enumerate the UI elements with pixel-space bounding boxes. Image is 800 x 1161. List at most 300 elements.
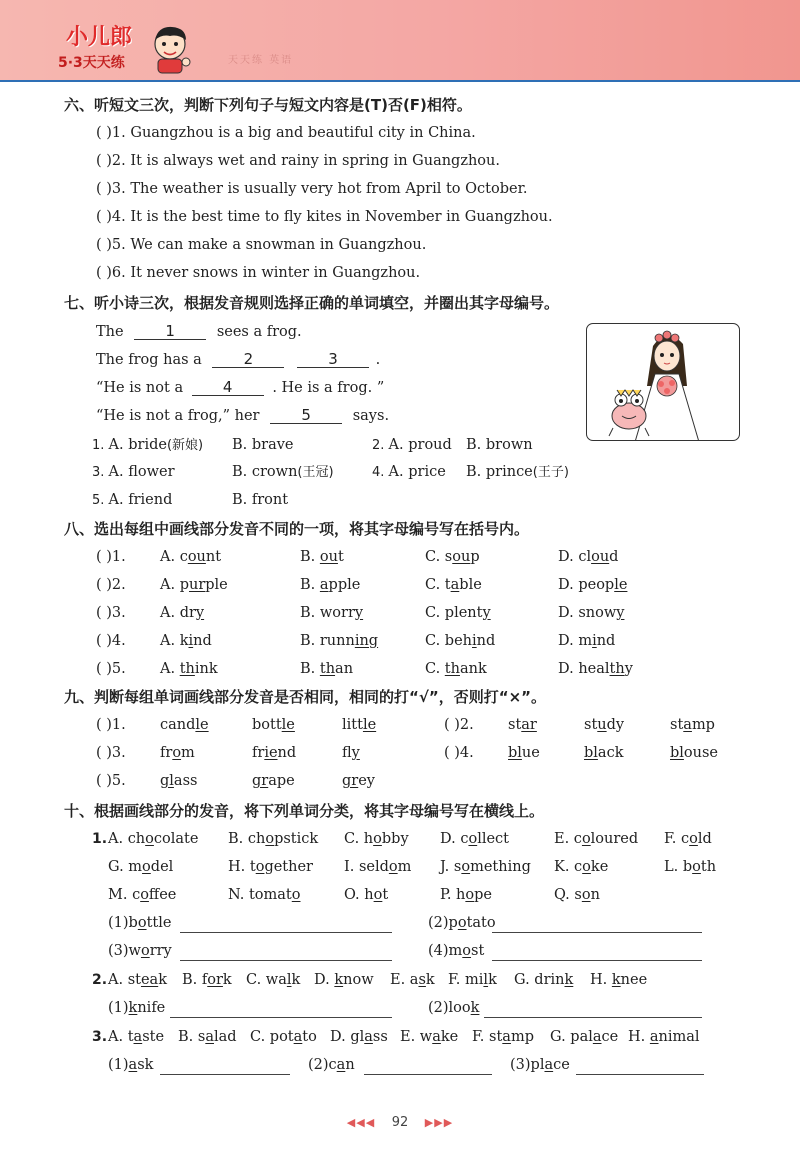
underlined-part: l xyxy=(286,972,292,988)
series-name: 5·3天天练 xyxy=(58,55,125,71)
underlined-part: th xyxy=(179,661,195,677)
word-part: C. pot xyxy=(250,1029,294,1045)
underlined-part: o xyxy=(137,915,147,931)
underlined-part: le xyxy=(614,577,628,593)
classify-word xyxy=(314,971,374,989)
classify-word xyxy=(550,1028,618,1046)
poem-text: “He is not a frog,” her xyxy=(96,408,260,424)
statement-item: ( )6. It never snows in winter in Guangzhou. xyxy=(96,265,421,281)
underlined-part: o xyxy=(373,887,383,903)
question-number: ( )4. xyxy=(444,745,474,761)
choice-a xyxy=(160,632,212,650)
word-part: fr xyxy=(160,745,173,761)
word-part: I. seld xyxy=(344,859,389,875)
word-part: (1)b xyxy=(108,915,138,931)
option-b-group xyxy=(466,436,533,454)
underlined-part: o xyxy=(265,831,275,847)
word-part: ce xyxy=(601,1029,619,1045)
underlined-part: a xyxy=(364,1029,373,1045)
question-number: ( )5. xyxy=(96,661,126,677)
classify-word xyxy=(108,1028,164,1046)
word-part: cand xyxy=(160,717,196,733)
word-part: nife xyxy=(137,1000,166,1016)
compare-word xyxy=(670,744,718,762)
word-part: nee xyxy=(620,972,648,988)
word-part: O. h xyxy=(344,887,374,903)
word-part: (2)c xyxy=(308,1057,337,1073)
brand-logo xyxy=(58,20,198,76)
classify-word xyxy=(664,830,712,848)
poem-blank-3[interactable]: 3 xyxy=(297,350,369,368)
underlined-part: gr xyxy=(342,773,359,789)
word-part: M. c xyxy=(108,887,141,903)
page-number: 92 xyxy=(391,1115,409,1130)
classify-word xyxy=(330,1028,388,1046)
choice-d xyxy=(558,576,627,594)
word-part: F. st xyxy=(472,1029,503,1045)
classify-word xyxy=(246,971,300,989)
word-part: A. t xyxy=(108,1029,134,1045)
underlined-part: le xyxy=(281,717,295,733)
classify-word xyxy=(590,971,647,989)
underlined-part: i xyxy=(592,633,597,649)
word-part: C. wa xyxy=(246,972,287,988)
word-part: t xyxy=(337,549,344,565)
underlined-part: o xyxy=(255,859,265,875)
word-part: ld xyxy=(697,831,712,847)
word-part: pe xyxy=(474,887,492,903)
underlined-part: o xyxy=(373,831,382,847)
underlined-part: o xyxy=(461,859,471,875)
statement-item: ( )4. It is the best time to fly kites in November in Guangzhou. xyxy=(96,209,553,225)
question-number: ( )2. xyxy=(444,717,474,733)
word-part: (4)m xyxy=(428,943,463,959)
choice-c xyxy=(425,604,491,622)
choice-a xyxy=(160,660,218,678)
word-part: E. a xyxy=(390,972,419,988)
poem-blank-2[interactable]: 2 xyxy=(212,350,284,368)
choice-d xyxy=(558,660,633,678)
word-part: dy xyxy=(606,717,625,733)
answer-line[interactable] xyxy=(180,932,392,933)
mascot-boy-icon xyxy=(146,22,194,74)
poem-text: The xyxy=(96,324,124,340)
category-label xyxy=(108,942,172,960)
compare-word xyxy=(670,716,715,734)
word-part: (2)p xyxy=(428,915,458,931)
word-part: (1) xyxy=(108,1000,129,1016)
word-part: p xyxy=(470,549,480,565)
compare-word xyxy=(252,772,295,790)
option-number: 5. xyxy=(92,493,109,508)
word-part: nd xyxy=(193,633,212,649)
underlined-part: o xyxy=(142,859,151,875)
choice-a xyxy=(160,604,204,622)
word-part: ey xyxy=(358,773,375,789)
compare-word xyxy=(160,744,195,762)
underlined-part: th xyxy=(609,661,625,677)
option-b-group xyxy=(232,463,334,482)
word-part: ttle xyxy=(146,915,172,931)
compare-word xyxy=(252,744,296,762)
choice-d xyxy=(558,548,618,566)
underlined-part: o xyxy=(465,887,475,903)
section-6-title: 六、听短文三次，判断下列句子与短文内容是(T)否(F)相符。 xyxy=(64,96,472,114)
word-part: A. p xyxy=(160,577,189,593)
word-part: A. dr xyxy=(160,605,196,621)
word-part: C. s xyxy=(425,549,453,565)
underlined-part: k xyxy=(564,972,574,988)
underlined-part: o xyxy=(145,831,154,847)
underlined-part: l xyxy=(483,972,489,988)
underlined-part: a xyxy=(432,1029,441,1045)
underlined-part: th xyxy=(319,661,336,677)
word-part: H. t xyxy=(228,859,256,875)
question-number: ( )1. xyxy=(96,549,126,565)
choice-d xyxy=(558,604,624,622)
underlined-part: y xyxy=(482,605,491,621)
option-b-group xyxy=(232,436,294,454)
classify-word xyxy=(344,886,388,904)
compare-word xyxy=(508,744,540,762)
classify-word xyxy=(440,858,531,876)
word-part: bby xyxy=(381,831,409,847)
compare-word xyxy=(584,716,624,734)
word-part: st xyxy=(670,717,684,733)
option-group xyxy=(92,463,175,482)
word-part: pple xyxy=(328,577,361,593)
underlined-part: o xyxy=(468,831,478,847)
answer-line[interactable] xyxy=(576,1074,704,1075)
word-part: E. c xyxy=(554,831,582,847)
header-banner xyxy=(0,0,800,80)
page-footer xyxy=(0,1115,800,1130)
option-b: B. front xyxy=(232,492,289,508)
classify-word xyxy=(108,886,176,904)
category-label xyxy=(428,999,479,1017)
underlined-part: ing xyxy=(354,633,379,649)
word-part: tato xyxy=(466,915,496,931)
option-b-note: (王冠) xyxy=(297,465,334,480)
choice-c xyxy=(425,548,480,566)
poem-blank-5[interactable]: 5 xyxy=(270,406,342,424)
underlined-part: a xyxy=(205,1029,214,1045)
word-part: C. beh xyxy=(425,633,472,649)
poem-text: sees a frog. xyxy=(216,324,302,340)
underlined-part: a xyxy=(544,1057,554,1073)
header-divider xyxy=(0,80,800,82)
word-part: sk xyxy=(137,1057,154,1073)
underlined-part: a xyxy=(293,1029,303,1045)
answer-line[interactable] xyxy=(160,1074,290,1075)
answer-line[interactable] xyxy=(364,1074,492,1075)
poem-text: “He is not a xyxy=(96,380,184,396)
choice-c xyxy=(425,660,487,678)
classify-word xyxy=(390,971,435,989)
section-9-title: 九、判断每组单词画线部分发音是否相同，相同的打“√”，否则打“×”。 xyxy=(64,688,547,706)
word-part: ble xyxy=(459,577,482,593)
word-part: to xyxy=(302,1029,317,1045)
header-watermark: 天天练 英语 xyxy=(228,55,294,66)
princess-frog-icon xyxy=(587,324,740,441)
word-part: (3)pl xyxy=(510,1057,545,1073)
option-number: 1. xyxy=(92,438,109,453)
underlined-part: or xyxy=(207,972,223,988)
word-part: D. c xyxy=(440,831,469,847)
word-part: P. h xyxy=(440,887,466,903)
word-part: D. m xyxy=(558,633,593,649)
word-part: mp xyxy=(691,717,715,733)
underlined-part: ou xyxy=(319,549,338,565)
underlined-part: y xyxy=(195,605,205,621)
option-group xyxy=(372,436,452,455)
underlined-part: a xyxy=(683,717,692,733)
word-part: E. w xyxy=(400,1029,433,1045)
option-b-group xyxy=(466,463,569,482)
choice-b xyxy=(300,548,344,566)
word-part: D. heal xyxy=(558,661,610,677)
option-number: 4. xyxy=(372,465,389,480)
word-part: m xyxy=(397,859,412,875)
option-a: A. friend xyxy=(108,492,173,508)
underlined-part: gr xyxy=(252,773,269,789)
word-part: H. xyxy=(628,1029,650,1045)
option-number: 2. xyxy=(372,438,389,453)
option-group xyxy=(372,463,446,482)
category-label xyxy=(108,1056,153,1074)
compare-word xyxy=(342,772,375,790)
underlined-part: ea xyxy=(140,972,159,988)
choice-b xyxy=(300,604,363,622)
word-part: ank xyxy=(459,661,487,677)
question-number: ( )3. xyxy=(96,605,126,621)
word-part: L. b xyxy=(664,859,693,875)
option-group xyxy=(92,436,203,455)
question-number: ( )5. xyxy=(96,773,126,789)
underlined-part: a xyxy=(133,1029,143,1045)
classify-word xyxy=(472,1028,534,1046)
classify-word xyxy=(228,886,301,904)
underlined-part: o xyxy=(457,915,467,931)
underlined-part: o xyxy=(689,831,698,847)
answer-line[interactable] xyxy=(170,1017,392,1018)
classify-word xyxy=(400,1028,458,1046)
classify-word xyxy=(228,858,313,876)
underlined-part: k xyxy=(470,1000,480,1016)
group-number: 1. xyxy=(92,831,108,847)
word-part: J. s xyxy=(440,859,462,875)
word-part: nd xyxy=(596,633,616,649)
word-part: colate xyxy=(153,831,199,847)
underlined-part: a xyxy=(450,577,460,593)
group-number: 3. xyxy=(92,1029,108,1045)
choice-d xyxy=(558,632,615,650)
underlined-part: y xyxy=(354,605,364,621)
choice-c xyxy=(425,576,482,594)
answer-line[interactable] xyxy=(492,960,702,961)
word-part: ke xyxy=(590,859,609,875)
word-part: G. pal xyxy=(550,1029,593,1045)
poem-text: . xyxy=(375,352,381,368)
word-part: gether xyxy=(264,859,313,875)
word-part: C. plent xyxy=(425,605,483,621)
option-a-note: (新娘) xyxy=(166,438,204,453)
word-part: D. snow xyxy=(558,605,617,621)
classify-word xyxy=(108,830,198,848)
underlined-part: k xyxy=(611,972,621,988)
underlined-part: i xyxy=(472,633,477,649)
option-number: 3. xyxy=(92,465,109,480)
classify-word xyxy=(554,830,638,848)
word-part: Q. s xyxy=(554,887,582,903)
underlined-part: ar xyxy=(521,717,537,733)
word-part: ue xyxy=(521,745,540,761)
underlined-part: o xyxy=(140,943,150,959)
word-part: pstick xyxy=(274,831,319,847)
classify-word xyxy=(108,971,167,989)
word-part: mething xyxy=(470,859,531,875)
category-label xyxy=(510,1056,570,1074)
word-part: mp xyxy=(510,1029,534,1045)
word-part: n xyxy=(590,887,600,903)
word-part: N. tomat xyxy=(228,887,292,903)
underlined-part: o xyxy=(388,859,398,875)
word-part: an xyxy=(335,661,354,677)
compare-word xyxy=(342,716,376,734)
word-part: H. xyxy=(590,972,612,988)
poem-text: The frog has a xyxy=(96,352,202,368)
word-part: st xyxy=(584,717,598,733)
underlined-part: s xyxy=(418,972,426,988)
poem-line-2 xyxy=(96,350,380,369)
word-part: loured xyxy=(590,831,639,847)
underlined-part: le xyxy=(362,717,377,733)
compare-word xyxy=(252,716,295,734)
choice-b xyxy=(300,576,360,594)
word-part: ce xyxy=(553,1057,570,1073)
word-part: B. f xyxy=(182,972,208,988)
word-part: nd xyxy=(277,745,297,761)
classify-word xyxy=(664,858,716,876)
princess-frog-illustration xyxy=(586,323,740,441)
classify-word xyxy=(440,830,509,848)
compare-word xyxy=(160,772,197,790)
underlined-part: th xyxy=(444,661,460,677)
word-part: B. xyxy=(300,549,320,565)
underlined-part: a xyxy=(502,1029,511,1045)
word-part: th xyxy=(700,859,717,875)
question-number: ( )2. xyxy=(96,577,126,593)
word-part: (2)loo xyxy=(428,1000,471,1016)
underlined-part: a xyxy=(128,1057,138,1073)
answer-line[interactable] xyxy=(484,1017,702,1018)
word-part: F. c xyxy=(664,831,690,847)
underlined-part: a xyxy=(592,1029,602,1045)
word-part: st xyxy=(508,717,522,733)
classify-word xyxy=(554,858,608,876)
underlined-part: le xyxy=(195,717,209,733)
poem-text: says. xyxy=(352,408,390,424)
word-part: bott xyxy=(252,717,282,733)
poem-blank-1[interactable]: 1 xyxy=(134,322,206,340)
compare-word xyxy=(342,744,360,762)
word-part: t xyxy=(382,887,389,903)
underlined-part: bl xyxy=(584,745,598,761)
underlined-part: y xyxy=(616,605,625,621)
classify-word xyxy=(182,971,232,989)
answer-line[interactable] xyxy=(492,932,702,933)
underlined-part: y xyxy=(351,745,360,761)
word-part: ape xyxy=(268,773,295,789)
word-part: now xyxy=(343,972,374,988)
category-label xyxy=(428,914,496,932)
underlined-part: a xyxy=(336,1057,346,1073)
word-part: k xyxy=(425,972,435,988)
classify-word xyxy=(178,1028,237,1046)
statement-item: ( )5. We can make a snowman in Guangzhou. xyxy=(96,237,427,253)
underlined-part: u xyxy=(597,717,607,733)
option-b: B. crown xyxy=(232,464,298,480)
underlined-part: o xyxy=(581,887,591,903)
choice-b xyxy=(300,632,378,650)
underlined-part: gl xyxy=(160,773,174,789)
word-part: A. ch xyxy=(108,831,146,847)
word-part: lad xyxy=(213,1029,237,1045)
word-part: K. c xyxy=(554,859,583,875)
word-part: m xyxy=(181,745,195,761)
classify-word xyxy=(514,971,573,989)
underlined-part: ou xyxy=(452,549,471,565)
choice-c xyxy=(425,632,495,650)
classify-word xyxy=(440,886,492,904)
underlined-part: o xyxy=(291,887,301,903)
option-b: B. brave xyxy=(232,437,294,453)
word-part: ple xyxy=(205,577,228,593)
word-part: F. mi xyxy=(448,972,484,988)
statement-item: ( )3. The weather is usually very hot from April to October. xyxy=(96,181,528,197)
word-part: B. runn xyxy=(300,633,355,649)
word-part: C. xyxy=(425,661,445,677)
underlined-part: i xyxy=(188,633,194,649)
word-part: B. worr xyxy=(300,605,355,621)
word-part: y xyxy=(624,661,633,677)
answer-line[interactable] xyxy=(180,960,392,961)
word-part: fr xyxy=(252,745,265,761)
underlined-part: o xyxy=(462,943,472,959)
next-arrows-icon: ▶▶▶ xyxy=(424,1116,454,1129)
word-part: C. h xyxy=(344,831,374,847)
underlined-part: bl xyxy=(670,745,684,761)
word-part: k xyxy=(222,972,232,988)
poem-line-3 xyxy=(96,378,384,397)
statement-item: ( )2. It is always wet and rainy in spring in Guangzhou. xyxy=(96,153,500,169)
choice-a xyxy=(160,576,228,594)
word-part: D. cl xyxy=(558,549,592,565)
word-part: n xyxy=(345,1057,355,1073)
word-part: ouse xyxy=(683,745,719,761)
option-b-group xyxy=(232,491,288,509)
poem-blank-4[interactable]: 4 xyxy=(192,378,264,396)
word-part: rry xyxy=(149,943,172,959)
question-number: ( )1. xyxy=(96,717,126,733)
word-part: k xyxy=(291,972,301,988)
word-part: C. t xyxy=(425,577,451,593)
poem-line-4 xyxy=(96,406,389,425)
underlined-part: o xyxy=(172,745,182,761)
word-part: llect xyxy=(477,831,509,847)
classify-word xyxy=(228,830,318,848)
category-label xyxy=(308,1056,355,1074)
